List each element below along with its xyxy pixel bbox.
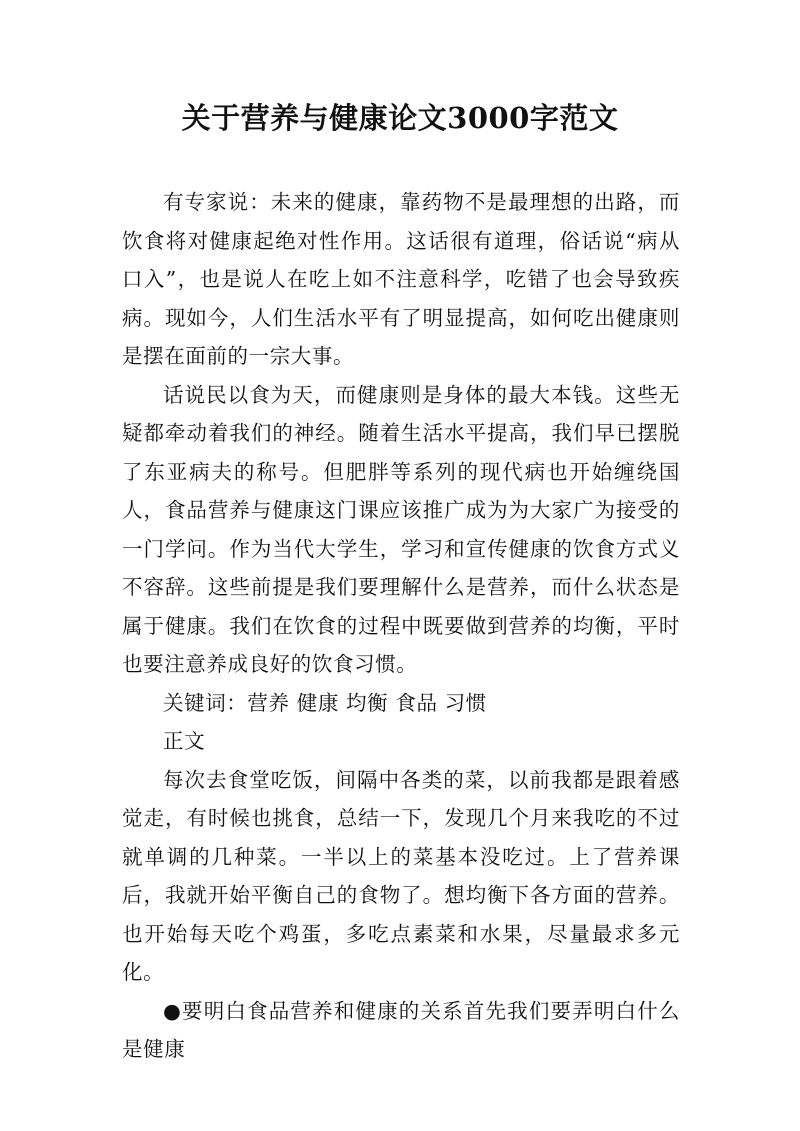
paragraph-health-capital: 话说民以食为天，而健康则是身体的最大本钱。这些无疑都牵动着我们的神经。随着生活水平提高，我们早已摆脱了东亚病夫的称号。但肥胖等系列的现代病也开始缠绕国人，食品营养与健康这门课应该推广成为为大家广为接受的一门学问。作为当代大学生，学习和宣传健康的饮食方式义不容辞。这些前提是我们要理解什么是营养，而什么状态是属于健康。我们在饮食的过程中既要做到营养的均衡，平时也要注意养成良好的饮食习惯。	[122, 382, 680, 676]
paragraph-canteen: 每次去食堂吃饭，间隔中各类的菜，以前我都是跟着感觉走，有时候也挑食，总结一下，发现几个月来我吃的不过就单调的几种菜。一半以上的菜基本没吃过。上了营养课后，我就开始平衡自己的食物了。想均衡下各方面的营养。也开始每天吃个鸡蛋，多吃点素菜和水果，尽量最求多元化。	[122, 767, 680, 984]
paragraph-intro: 有专家说：未来的健康，靠药物不是最理想的出路，而饮食将对健康起绝对性作用。这话很有道理，俗话说“病从口入”，也是说人在吃上如不注意科学，吃错了也会导致疾病。现如今，人们生活水平有了明显提高，如何吃出健康则是摆在面前的一宗大事。	[122, 190, 680, 368]
document-body	[122, 183, 680, 1069]
document-title: 关于营养与健康论文3000字范文	[181, 101, 619, 135]
section-heading-main-text: 正文	[163, 729, 206, 753]
keywords-line: 关键词：营养 健康 均衡 食品 习惯	[163, 690, 487, 715]
bullet-heading-health: ●要明白食品营养和健康的关系首先我们要弄明白什么是健康	[122, 998, 680, 1061]
